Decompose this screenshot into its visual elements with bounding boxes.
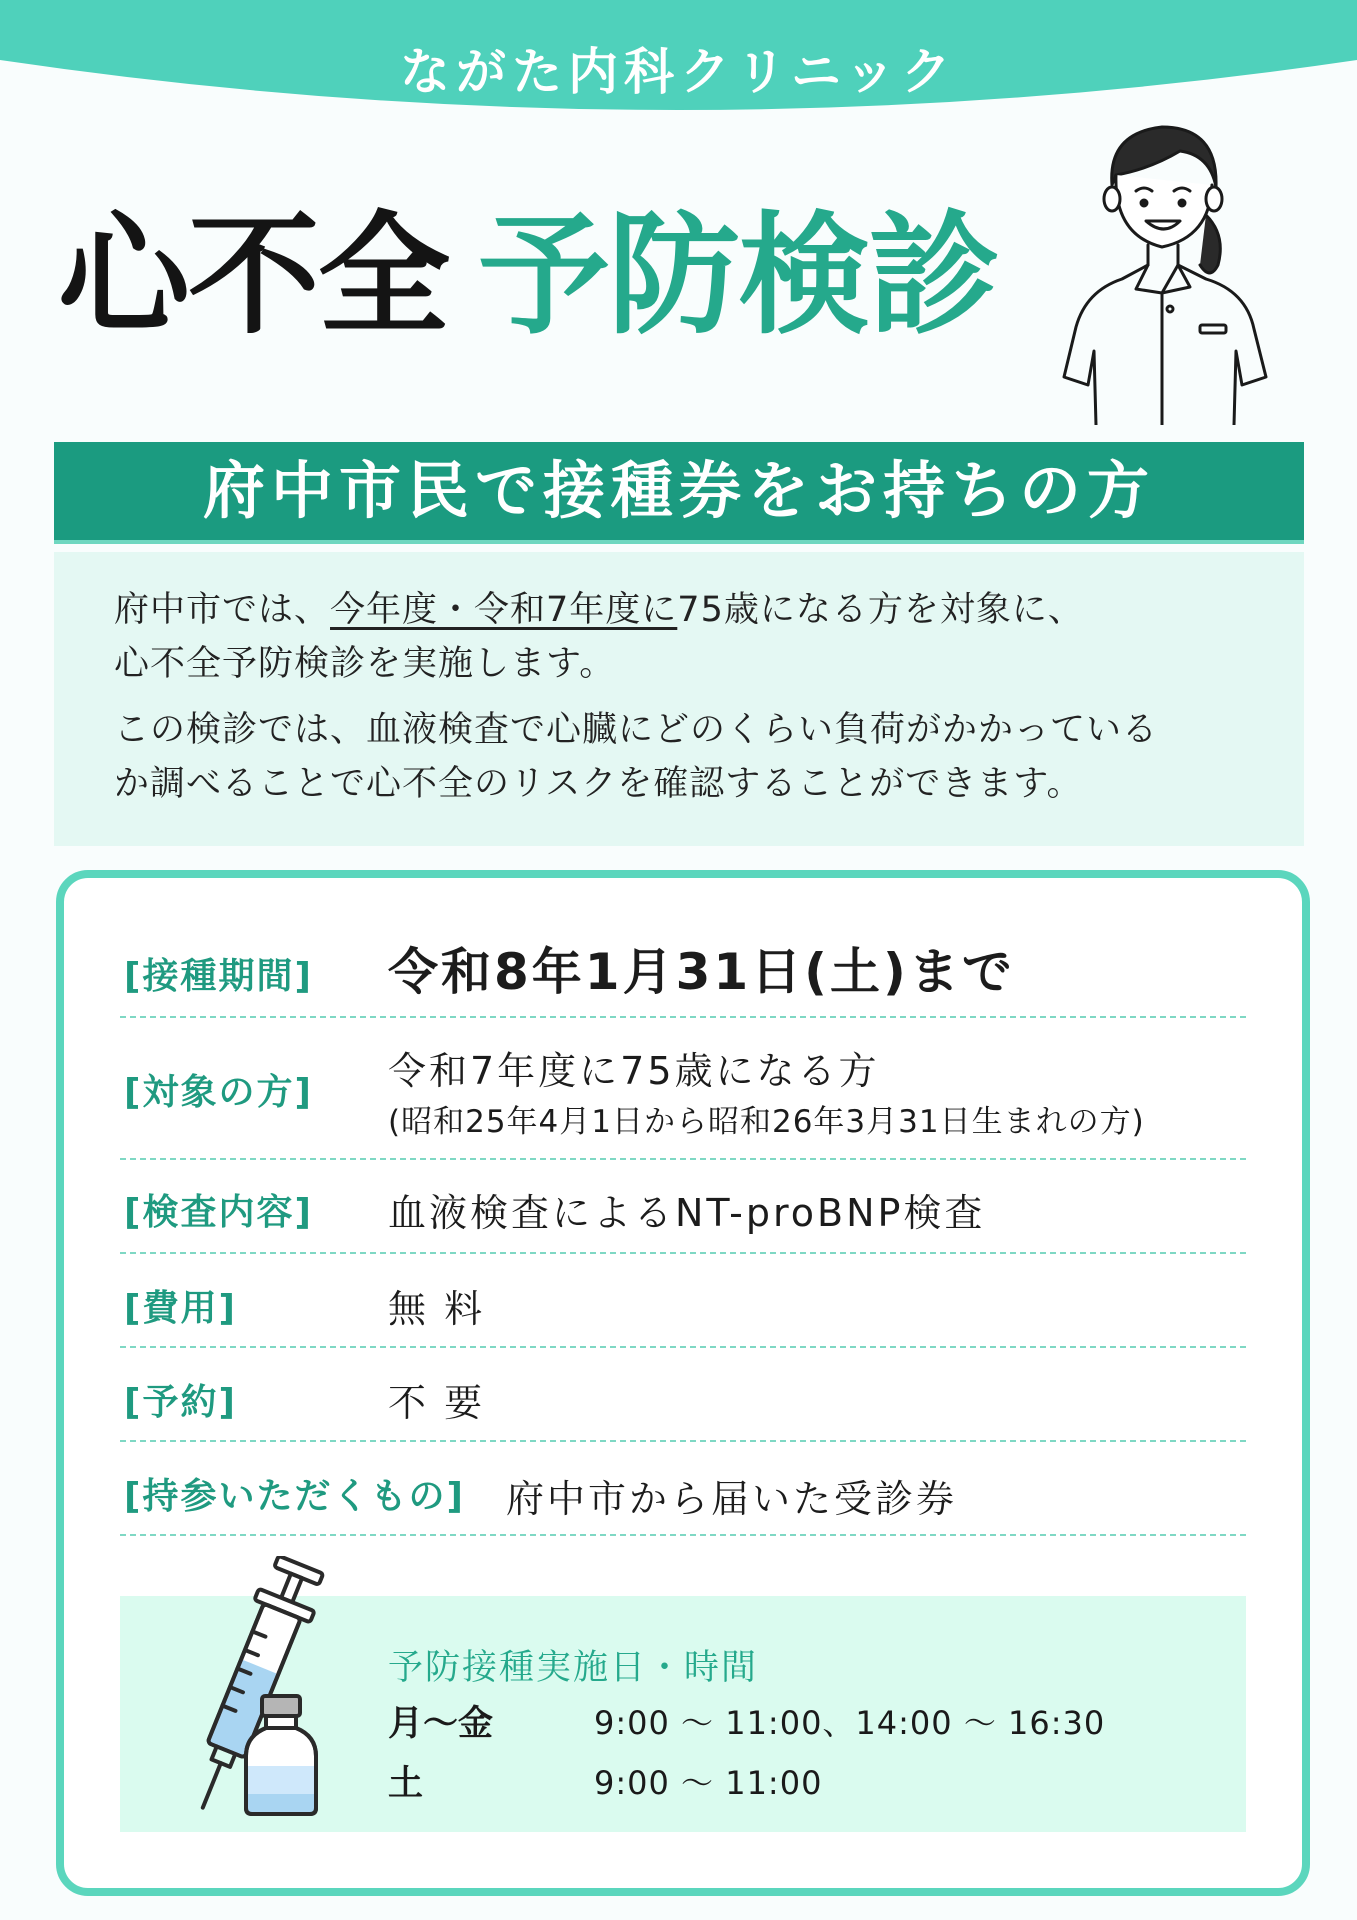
- row-sub-target: (昭和25年4月1日から昭和26年3月31日生まれの方): [388, 1104, 1145, 1140]
- row-value-fee: 無 料: [388, 1287, 486, 1331]
- title-part1: 心不全: [58, 199, 448, 353]
- divider: [120, 1440, 1246, 1442]
- row-value-test: 血液検査によるNT-proBNP検査: [388, 1191, 986, 1235]
- intro-box: [54, 552, 1304, 846]
- row-label-bring: [持参いただくもの]: [124, 1476, 465, 1517]
- schedule-time-weekday: 9:00 ～ 11:00、14:00 ～ 16:30: [594, 1704, 1106, 1742]
- nurse-illustration: [1050, 115, 1280, 425]
- divider: [120, 1346, 1246, 1348]
- page-title: [58, 199, 998, 353]
- divider: [120, 1016, 1246, 1018]
- intro-line-1-pre: 府中市では、: [114, 590, 331, 630]
- divider: [120, 1534, 1246, 1536]
- row-label-reservation: [予約]: [124, 1382, 237, 1423]
- intro-line-1: [114, 582, 1084, 632]
- intro-line-3: この検診では、血液検査で心臓にどのくらい負荷がかかっている: [114, 710, 1159, 750]
- schedule-time-saturday: 9:00 ～ 11:00: [594, 1764, 823, 1802]
- row-label-fee: [費用]: [124, 1288, 237, 1329]
- intro-line-1-underlined: 今年度・令和7年度に: [330, 590, 678, 630]
- row-value-bring: 府中市から届いた受診券: [506, 1477, 958, 1521]
- schedule-day-saturday: 土: [388, 1764, 424, 1804]
- title-part2: 予防検診: [478, 199, 998, 353]
- row-label-period: [接種期間]: [124, 956, 313, 997]
- divider: [120, 1158, 1246, 1160]
- row-value-period: 令和8年1月31日(土)まで: [388, 943, 1015, 1001]
- row-value-reservation: 不 要: [388, 1381, 486, 1425]
- row-value-target: 令和7年度に75歳になる方: [388, 1049, 880, 1093]
- row-label-test: [検査内容]: [124, 1192, 313, 1233]
- info-card: [56, 870, 1310, 1896]
- divider: [120, 1252, 1246, 1254]
- intro-line-2: 心不全予防検診を実施します。: [114, 644, 616, 684]
- clinic-name: ながた内科クリニック: [400, 43, 957, 101]
- schedule-title: 予防接種実施日・時間: [388, 1648, 759, 1688]
- schedule-day-weekday: 月～金: [388, 1704, 494, 1744]
- intro-line-4: か調べることで心不全のリスクを確認することができます。: [114, 764, 1083, 804]
- vial-icon: [240, 1692, 322, 1818]
- row-label-target: [対象の方]: [124, 1072, 313, 1113]
- target-band: [54, 442, 1304, 544]
- target-band-text: 府中市民で接種券をお持ちの方: [202, 454, 1155, 527]
- schedule-box: [120, 1596, 1246, 1832]
- intro-line-1-post: 75歳になる方を対象に、: [677, 590, 1084, 630]
